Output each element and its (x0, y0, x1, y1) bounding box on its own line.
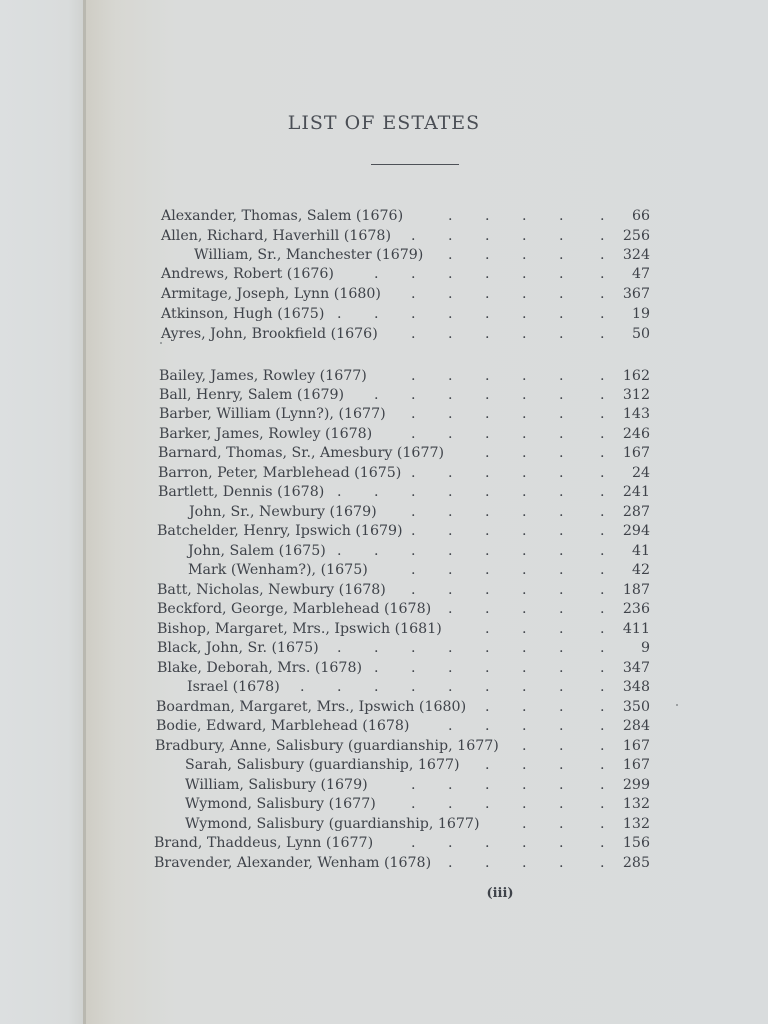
estate-name: Barron, Peter, Marblehead (1675) (158, 465, 402, 481)
leader-dot: . (448, 777, 453, 793)
page-reference: 287 (622, 504, 650, 520)
list-item (0, 794, 768, 814)
estate-name: Blake, Deborah, Mrs. (1678) (157, 660, 363, 676)
leader-dot: . (600, 228, 605, 244)
list-item (0, 619, 768, 639)
leader-dot: . (559, 777, 564, 793)
leader-dot: . (411, 465, 416, 481)
leader-dot: . (559, 247, 564, 263)
leader-dot: . (448, 326, 453, 342)
leader-dot: . (559, 368, 564, 384)
estate-name: Bodie, Edward, Marblehead (1678) (156, 718, 410, 734)
leader-dot: . (522, 738, 527, 754)
leader-dot: . (559, 465, 564, 481)
list-item (0, 404, 768, 424)
leader-dot: . (411, 835, 416, 851)
list-item (0, 324, 768, 344)
leader-dot: . (600, 562, 605, 578)
leader-dot: . (600, 387, 605, 403)
leader-dot: . (559, 679, 564, 695)
leader-dot: . (600, 640, 605, 656)
leader-dot: . (522, 228, 527, 244)
estate-name: Andrews, Robert (1676) (161, 266, 334, 282)
leader-dot: . (337, 484, 342, 500)
leader-dot: . (559, 504, 564, 520)
leader-dot: . (559, 621, 564, 637)
leader-dot: . (374, 387, 379, 403)
leader-dot: . (559, 582, 564, 598)
leader-dot: . (600, 426, 605, 442)
leader-dot: . (448, 504, 453, 520)
page-number: (iii) (486, 886, 514, 901)
estate-name: Allen, Richard, Haverhill (1678) (161, 228, 391, 244)
estate-name: Barber, William (Lynn?), (1677) (159, 406, 386, 422)
leader-dot: . (485, 406, 490, 422)
leader-dot: . (485, 326, 490, 342)
leader-dot: . (559, 796, 564, 812)
leader-dot: . (448, 228, 453, 244)
list-item (0, 264, 768, 284)
list-item (0, 482, 768, 502)
page-reference: 167 (622, 445, 650, 461)
leader-dot: . (600, 738, 605, 754)
page-reference: 19 (631, 306, 650, 322)
leader-dot: . (411, 306, 416, 322)
leader-dot: . (448, 208, 453, 224)
page-reference: 241 (622, 484, 650, 500)
leader-dot: . (559, 286, 564, 302)
title-rule (371, 164, 459, 165)
leader-dot: . (485, 796, 490, 812)
leader-dot: . (374, 660, 379, 676)
leader-dot: . (559, 718, 564, 734)
estate-name: Boardman, Margaret, Mrs., Ipswich (1680) (156, 699, 467, 715)
estate-name: Bradbury, Anne, Salisbury (guardianship, 1677) (155, 738, 499, 754)
list-item (0, 560, 768, 580)
page-reference: 24 (631, 465, 650, 481)
leader-dot: . (522, 835, 527, 851)
leader-dot: . (522, 445, 527, 461)
leader-dot: . (448, 484, 453, 500)
list-item (0, 658, 768, 678)
list-item (0, 284, 768, 304)
leader-dot: . (522, 368, 527, 384)
estate-name: Bailey, James, Rowley (1677) (159, 368, 367, 384)
leader-dot: . (411, 228, 416, 244)
list-item (0, 697, 768, 717)
estate-name-subentry: Mark (Wenham?), (1675) (188, 562, 368, 578)
leader-dot: . (485, 640, 490, 656)
leader-dot: . (411, 266, 416, 282)
leader-dot: . (448, 465, 453, 481)
leader-dot: . (448, 523, 453, 539)
leader-dot: . (485, 368, 490, 384)
list-item (0, 385, 768, 405)
leader-dot: . (600, 757, 605, 773)
page-reference: 132 (622, 816, 650, 832)
list-item (0, 833, 768, 853)
leader-dot: . (485, 387, 490, 403)
list-item (0, 443, 768, 463)
leader-dot: . (411, 640, 416, 656)
leader-dot: . (485, 504, 490, 520)
estate-name-subentry: Wymond, Salisbury (guardianship, 1677) (185, 816, 480, 832)
list-item (0, 775, 768, 795)
leader-dot: . (559, 601, 564, 617)
leader-dot: . (522, 796, 527, 812)
leader-dot: . (522, 855, 527, 871)
list-item (0, 677, 768, 697)
leader-dot: . (485, 621, 490, 637)
leader-dot: . (522, 208, 527, 224)
leader-dot: . (411, 368, 416, 384)
leader-dot: . (559, 406, 564, 422)
leader-dot: . (522, 777, 527, 793)
estate-name: Beckford, George, Marblehead (1678) (157, 601, 432, 617)
page-reference: 132 (622, 796, 650, 812)
leader-dot: . (559, 523, 564, 539)
leader-dot: . (559, 326, 564, 342)
leader-dot: . (448, 266, 453, 282)
leader-dot: . (485, 306, 490, 322)
leader-dot: . (448, 426, 453, 442)
leader-dot: . (411, 582, 416, 598)
leader-dot: . (448, 718, 453, 734)
list-item (0, 304, 768, 324)
leader-dot: . (411, 543, 416, 559)
leader-dot: . (600, 582, 605, 598)
leader-dot: . (522, 640, 527, 656)
list-item (0, 424, 768, 444)
estate-name: Barker, James, Rowley (1678) (159, 426, 373, 442)
leader-dot: . (485, 247, 490, 263)
estate-name: Atkinson, Hugh (1675) (161, 306, 325, 322)
leader-dot: . (559, 426, 564, 442)
estate-name: Brand, Thaddeus, Lynn (1677) (154, 835, 374, 851)
leader-dot: . (600, 523, 605, 539)
leader-dot: . (522, 306, 527, 322)
page-reference: 285 (622, 855, 650, 871)
leader-dot: . (600, 266, 605, 282)
leader-dot: . (600, 445, 605, 461)
list-item (0, 226, 768, 246)
leader-dot: . (448, 406, 453, 422)
leader-dot: . (411, 660, 416, 676)
leader-dot: . (600, 247, 605, 263)
list-item (0, 502, 768, 522)
leader-dot: . (522, 582, 527, 598)
estate-name: Bartlett, Dennis (1678) (158, 484, 325, 500)
page-reference: 143 (622, 406, 650, 422)
page-reference: 256 (622, 228, 650, 244)
leader-dot: . (559, 757, 564, 773)
leader-dot: . (600, 543, 605, 559)
leader-dot: . (411, 504, 416, 520)
leader-dot: . (411, 426, 416, 442)
leader-dot: . (600, 484, 605, 500)
list-item (0, 206, 768, 226)
leader-dot: . (485, 699, 490, 715)
leader-dot: . (485, 426, 490, 442)
leader-dot: . (559, 660, 564, 676)
page-reference: 350 (622, 699, 650, 715)
leader-dot: . (411, 796, 416, 812)
page-reference: 294 (622, 523, 650, 539)
leader-dot: . (559, 835, 564, 851)
leader-dot: . (522, 406, 527, 422)
leader-dot: . (522, 699, 527, 715)
leader-dot: . (485, 582, 490, 598)
leader-dot: . (559, 640, 564, 656)
page-reference: 347 (622, 660, 650, 676)
leader-dot: . (600, 326, 605, 342)
list-item (0, 736, 768, 756)
leader-dot: . (374, 484, 379, 500)
leader-dot: . (559, 306, 564, 322)
page-reference: 167 (622, 757, 650, 773)
leader-dot: . (559, 387, 564, 403)
leader-dot: . (448, 582, 453, 598)
leader-dot: . (448, 640, 453, 656)
leader-dot: . (522, 816, 527, 832)
leader-dot: . (300, 679, 305, 695)
estate-name: Armitage, Joseph, Lynn (1680) (161, 286, 381, 302)
list-item (0, 541, 768, 561)
estate-name: Black, John, Sr. (1675) (157, 640, 319, 656)
leader-dot: . (485, 445, 490, 461)
leader-dot: . (448, 286, 453, 302)
leader-dot: . (600, 777, 605, 793)
leader-dot: . (411, 406, 416, 422)
leader-dot: . (559, 445, 564, 461)
leader-dot: . (485, 757, 490, 773)
leader-dot: . (559, 562, 564, 578)
leader-dot: . (448, 562, 453, 578)
leader-dot: . (522, 465, 527, 481)
leader-dot: . (522, 426, 527, 442)
leader-dot: . (600, 796, 605, 812)
leader-dot: . (485, 484, 490, 500)
leader-dot: . (522, 247, 527, 263)
list-item (0, 366, 768, 386)
leader-dot: . (559, 738, 564, 754)
leader-dot: . (600, 679, 605, 695)
leader-dot: . (600, 621, 605, 637)
page-reference: 348 (622, 679, 650, 695)
leader-dot: . (485, 465, 490, 481)
leader-dot: . (522, 621, 527, 637)
leader-dot: . (411, 562, 416, 578)
leader-dot: . (374, 640, 379, 656)
page-reference: 236 (622, 601, 650, 617)
leader-dot: . (522, 286, 527, 302)
estate-name: Bishop, Margaret, Mrs., Ipswich (1681) (157, 621, 442, 637)
leader-dot: . (485, 777, 490, 793)
leader-dot: . (337, 306, 342, 322)
page-reference: 50 (631, 326, 650, 342)
estate-name: Bravender, Alexander, Wenham (1678) (154, 855, 432, 871)
leader-dot: . (559, 543, 564, 559)
page-reference: 299 (622, 777, 650, 793)
leader-dot: . (600, 660, 605, 676)
leader-dot: . (559, 208, 564, 224)
page-reference: 167 (622, 738, 650, 754)
page-reference: 42 (631, 562, 650, 578)
list-item (0, 580, 768, 600)
leader-dot: . (374, 543, 379, 559)
leader-dot: . (337, 640, 342, 656)
leader-dot: . (522, 601, 527, 617)
leader-dot: . (485, 601, 490, 617)
page-reference: 246 (622, 426, 650, 442)
list-item (0, 853, 768, 873)
leader-dot: . (448, 543, 453, 559)
leader-dot: . (600, 601, 605, 617)
estate-name-subentry: Sarah, Salisbury (guardianship, 1677) (185, 757, 460, 773)
leader-dot: . (559, 484, 564, 500)
estate-name: Batchelder, Henry, Ipswich (1679) (157, 523, 403, 539)
leader-dot: . (522, 679, 527, 695)
leader-dot: . (485, 543, 490, 559)
leader-dot: . (600, 835, 605, 851)
leader-dot: . (559, 699, 564, 715)
leader-dot: . (600, 286, 605, 302)
leader-dot: . (485, 523, 490, 539)
leader-dot: . (522, 266, 527, 282)
estate-name: Ball, Henry, Salem (1679) (159, 387, 345, 403)
estate-name: Barnard, Thomas, Sr., Amesbury (1677) (158, 445, 445, 461)
leader-dot: . (374, 679, 379, 695)
leader-dot: . (448, 601, 453, 617)
leader-dot: . (485, 718, 490, 734)
leader-dot: . (448, 306, 453, 322)
leader-dot: . (448, 247, 453, 263)
leader-dot: . (485, 228, 490, 244)
leader-dot: . (559, 855, 564, 871)
leader-dot: . (485, 266, 490, 282)
estate-name-subentry: William, Salisbury (1679) (185, 777, 368, 793)
leader-dot: . (448, 835, 453, 851)
estate-name-subentry: William, Sr., Manchester (1679) (194, 247, 424, 263)
page-reference: 312 (622, 387, 650, 403)
list-item (0, 716, 768, 736)
list-item (0, 463, 768, 483)
leader-dot: . (522, 504, 527, 520)
page-reference: 162 (622, 368, 650, 384)
leader-dot: . (337, 543, 342, 559)
leader-dot: . (522, 718, 527, 734)
page-reference: 284 (622, 718, 650, 734)
leader-dot: . (600, 855, 605, 871)
page-reference: 324 (622, 247, 650, 263)
leader-dot: . (522, 660, 527, 676)
leader-dot: . (337, 679, 342, 695)
leader-dot: . (600, 816, 605, 832)
leader-dot: . (522, 387, 527, 403)
estate-name: Alexander, Thomas, Salem (1676) (161, 208, 404, 224)
estate-name-subentry: John, Salem (1675) (188, 543, 326, 559)
leader-dot: . (522, 757, 527, 773)
page-reference: 411 (622, 621, 650, 637)
leader-dot: . (485, 679, 490, 695)
leader-dot: . (485, 286, 490, 302)
leader-dot: . (522, 543, 527, 559)
estate-name-subentry: John, Sr., Newbury (1679) (189, 504, 377, 520)
leader-dot: . (448, 660, 453, 676)
leader-dot: . (600, 465, 605, 481)
leader-dot: . (600, 718, 605, 734)
estate-name-subentry: Wymond, Salisbury (1677) (185, 796, 376, 812)
leader-dot: . (411, 326, 416, 342)
leader-dot: . (522, 523, 527, 539)
leader-dot: . (411, 523, 416, 539)
leader-dot: . (411, 387, 416, 403)
leader-dot: . (522, 326, 527, 342)
page-reference: 187 (622, 582, 650, 598)
leader-dot: . (559, 228, 564, 244)
leader-dot: . (448, 796, 453, 812)
leader-dot: . (485, 855, 490, 871)
estate-name-subentry: Israel (1678) (187, 679, 280, 695)
leader-dot: . (485, 562, 490, 578)
leader-dot: . (448, 387, 453, 403)
leader-dot: . (448, 855, 453, 871)
page-reference: 156 (622, 835, 650, 851)
leader-dot: . (411, 777, 416, 793)
list-item (0, 638, 768, 658)
leader-dot: . (374, 266, 379, 282)
leader-dot: . (411, 679, 416, 695)
page-reference: 47 (631, 266, 650, 282)
leader-dot: . (485, 208, 490, 224)
page-reference: 66 (631, 208, 650, 224)
leader-dot: . (600, 368, 605, 384)
leader-dot: . (522, 562, 527, 578)
leader-dot: . (600, 306, 605, 322)
list-item (0, 245, 768, 265)
leader-dot: . (559, 266, 564, 282)
leader-dot: . (600, 504, 605, 520)
leader-dot: . (600, 699, 605, 715)
list-item (0, 755, 768, 775)
list-item (0, 599, 768, 619)
list-item (0, 521, 768, 541)
page-reference: 367 (622, 286, 650, 302)
paper-speck (160, 342, 162, 344)
leader-dot: . (485, 835, 490, 851)
estate-name: Ayres, John, Brookfield (1676) (161, 326, 378, 342)
page-title: LIST OF ESTATES (287, 112, 481, 134)
leader-dot: . (559, 816, 564, 832)
page-reference: 41 (631, 543, 650, 559)
leader-dot: . (448, 679, 453, 695)
leader-dot: . (522, 484, 527, 500)
leader-dot: . (485, 660, 490, 676)
leader-dot: . (411, 286, 416, 302)
paper-speck (676, 704, 678, 706)
leader-dot: . (448, 368, 453, 384)
estate-name: Batt, Nicholas, Newbury (1678) (157, 582, 386, 598)
list-item (0, 814, 768, 834)
leader-dot: . (600, 406, 605, 422)
leader-dot: . (374, 306, 379, 322)
page-reference: 9 (640, 640, 650, 656)
leader-dot: . (600, 208, 605, 224)
leader-dot: . (411, 484, 416, 500)
